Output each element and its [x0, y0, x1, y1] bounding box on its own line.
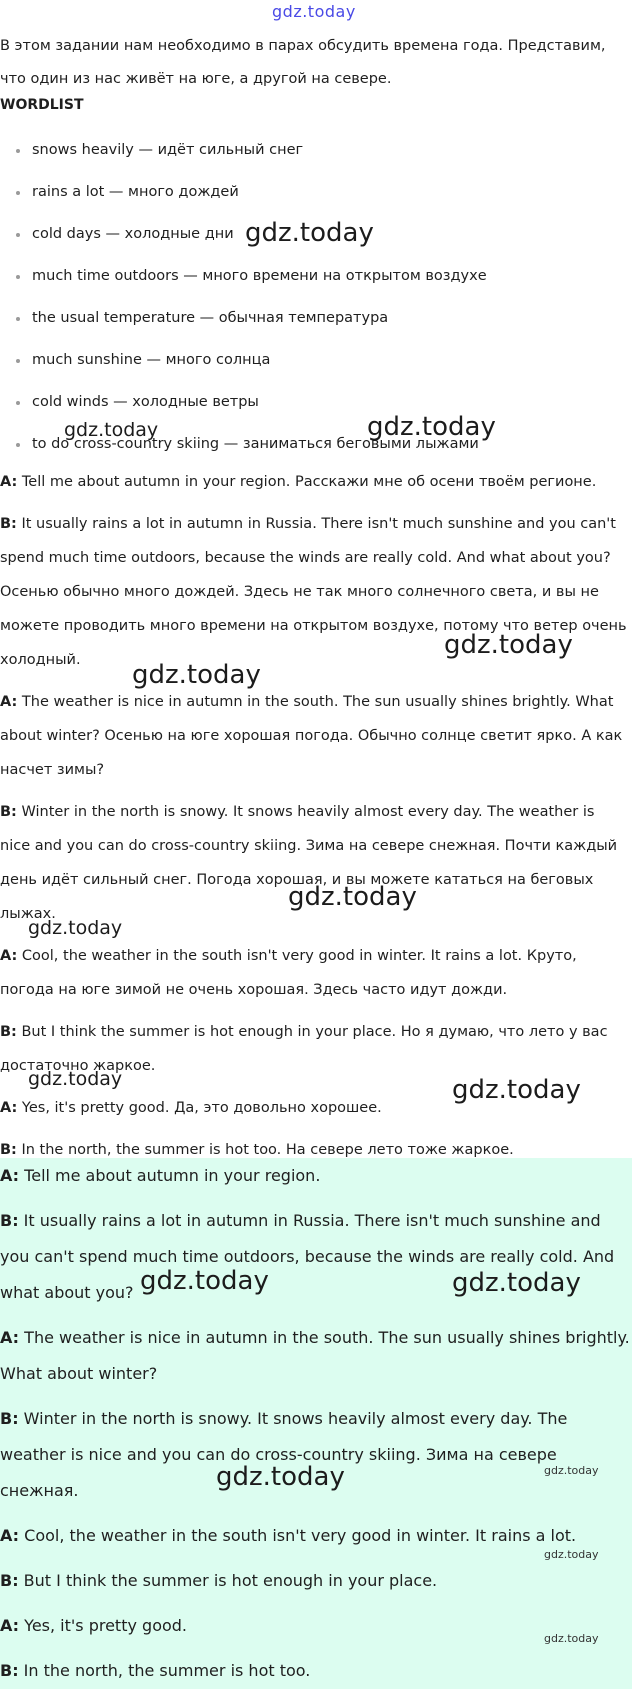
- dialog-text: It usually rains a lot in autumn in Russia. There isn't much sunshine and you can't spend much time outdoors, because the winds are really cold. And what about you?: [0, 1211, 615, 1302]
- dialog-text: Winter in the north is snowy. It snows heavily almost every day. The weather is nice and you can do cross-country skiing. Зима на севере снежная.: [0, 1409, 568, 1500]
- speaker-label: B:: [0, 1142, 17, 1158]
- speaker-label: B:: [0, 1024, 17, 1040]
- dialog-line: [0, 1401, 630, 1509]
- speaker-label: B:: [0, 1571, 19, 1590]
- watermark: gdz.today: [245, 218, 374, 248]
- dialog-line: [0, 465, 628, 499]
- list-item: much time outdoors — много времени на открытом воздухе: [0, 266, 630, 308]
- dialog-text: Yes, it's pretty good. Да, это довольно хорошее.: [17, 1100, 382, 1116]
- watermark: gdz.today: [28, 917, 123, 939]
- dialog-text: Tell me about autumn in your region.: [19, 1166, 321, 1185]
- watermark: gdz.today: [216, 1462, 345, 1492]
- dialog-text: But I think the summer is hot enough in your place.: [18, 1571, 438, 1590]
- site-logo[interactable]: gdz.today: [272, 2, 356, 21]
- watermark: gdz.today: [28, 1068, 123, 1090]
- dialog-text: Tell me about autumn in your region. Расскажи мне об осени твоём регионе.: [17, 474, 597, 490]
- speaker-label: B:: [0, 804, 17, 820]
- watermark: gdz.today: [452, 1268, 581, 1298]
- dialog-text: In the north, the summer is hot too.: [18, 1661, 311, 1680]
- dialog-line: [0, 1608, 630, 1644]
- speaker-label: A:: [0, 474, 18, 490]
- dialog-text: Winter in the north is snowy. It snows heavily almost every day. The weather is nice and you can do cross-country skiing. Зима на севере снежная. Почти каждый день идёт сильный снег. Погода хорошая, и вы можете кататься на беговых лыжах.: [0, 804, 618, 922]
- watermark: gdz.today: [452, 1075, 581, 1105]
- list-item: the usual temperature — обычная температура: [0, 308, 630, 350]
- dialog-line: [0, 1320, 630, 1392]
- speaker-label: B:: [0, 1661, 19, 1680]
- dialog-line: [0, 1653, 630, 1689]
- speaker-label: A:: [0, 1166, 20, 1185]
- list-item: snows heavily — идёт сильный снег: [0, 140, 630, 182]
- dialog-text: Yes, it's pretty good.: [19, 1616, 188, 1635]
- speaker-label: A:: [0, 948, 18, 964]
- list-item: cold days — холодные дни: [0, 224, 630, 266]
- task-intro: В этом задании нам необходимо в парах обсудить времена года. Представим, что один из нас живёт на юге, а другой на севере.: [0, 38, 606, 87]
- dialog-text: In the north, the summer is hot too. На севере лето тоже жаркое.: [16, 1142, 514, 1158]
- dialog-line: [0, 685, 628, 787]
- speaker-label: A:: [0, 1328, 20, 1347]
- dialog-line: [0, 1518, 630, 1554]
- watermark: gdz.today: [64, 419, 159, 441]
- watermark: gdz.today: [367, 412, 496, 442]
- dialog-text: The weather is nice in autumn in the south. The sun usually shines brightly. What about winter? Осенью на юге хорошая погода. Обычно солнце светит ярко. А как насчет зимы?: [0, 694, 623, 778]
- speaker-label: A:: [0, 694, 18, 710]
- speaker-label: B:: [0, 516, 17, 532]
- watermark: gdz.today: [544, 1464, 599, 1477]
- watermark: gdz.today: [544, 1632, 599, 1645]
- dialog-line: [0, 1158, 630, 1194]
- watermark: gdz.today: [288, 882, 417, 912]
- list-item: much sunshine — много солнца: [0, 350, 630, 392]
- watermark: gdz.today: [544, 1548, 599, 1561]
- dialog-text: Cool, the weather in the south isn't very good in winter. It rains a lot.: [19, 1526, 577, 1545]
- speaker-label: B:: [0, 1409, 19, 1428]
- dialog-line: [0, 1563, 630, 1599]
- watermark: gdz.today: [140, 1266, 269, 1296]
- dialog-answer: [0, 1158, 630, 1698]
- watermark: gdz.today: [444, 630, 573, 660]
- dialog-line: [0, 939, 628, 1007]
- list-item: rains a lot — много дождей: [0, 182, 630, 224]
- speaker-label: A:: [0, 1526, 20, 1545]
- list-item: cold winds — холодные ветры: [0, 392, 630, 434]
- speaker-label: A:: [0, 1616, 20, 1635]
- list-item: to do cross-country skiing — заниматься беговыми лыжами: [0, 434, 630, 476]
- wordlist-heading: WORDLIST: [0, 97, 84, 113]
- dialog-text: Cool, the weather in the south isn't very good in winter. It rains a lot. Круто, погода на юге зимой не очень хорошая. Здесь часто идут дожди.: [0, 948, 577, 998]
- dialog-text: The weather is nice in autumn in the south. The sun usually shines brightly. What about winter?: [0, 1328, 630, 1383]
- dialog-text: But I think the summer is hot enough in your place. Но я думаю, что лето у вас достаточно жаркое.: [0, 1024, 608, 1074]
- speaker-label: B:: [0, 1211, 19, 1230]
- speaker-label: A:: [0, 1100, 18, 1116]
- dialog-text: It usually rains a lot in autumn in Russia. There isn't much sunshine and you can't spend much time outdoors, because the winds are really cold. And what about you? Осенью обычно много дождей. Здесь не так много солнечного света, и вы не можете проводить много времени на открытом воздухе, потому что ветер очень холодный.: [0, 516, 627, 668]
- watermark: gdz.today: [132, 660, 261, 690]
